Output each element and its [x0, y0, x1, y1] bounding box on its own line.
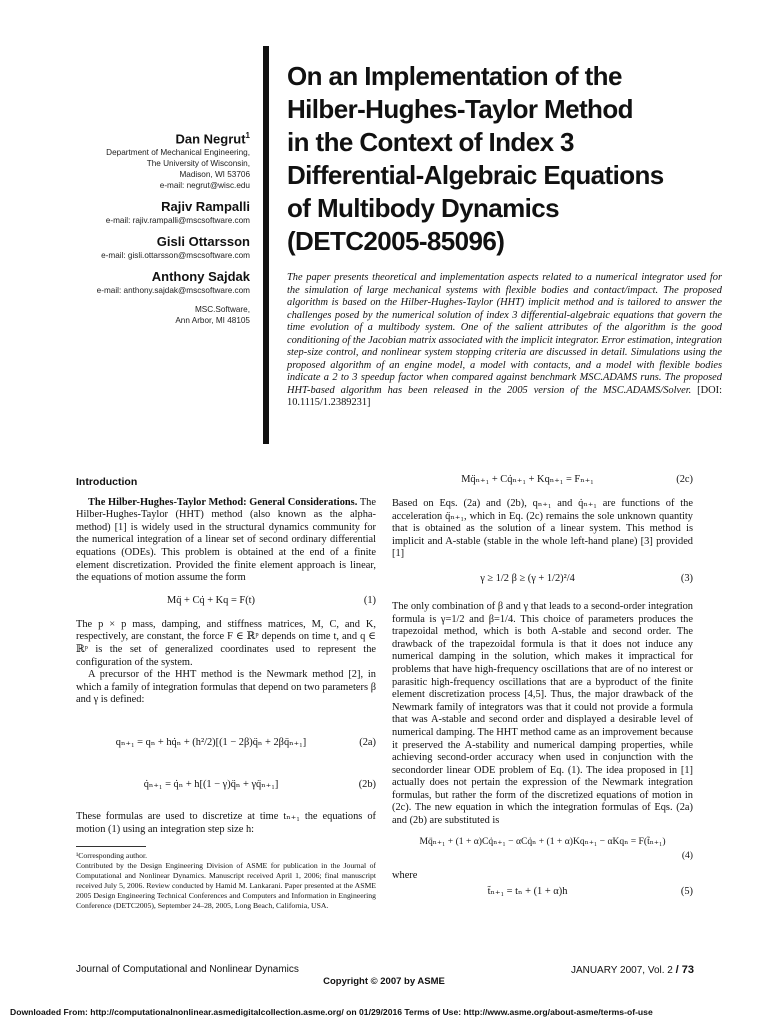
author-block: [60, 128, 250, 326]
equation-2a: qₙ₊₁ = qₙ + hq̇ₙ + (h²/2)[(1 − 2β)q̈ₙ + 2βq̈ₙ₊₁] (2a): [115, 736, 376, 748]
author-affiliation: Department of Mechanical Engineering,: [106, 148, 250, 158]
page-number: / 73: [675, 964, 694, 976]
author-email: e-mail: anthony.sajdak@mscsoftware.com: [96, 286, 250, 296]
copyright: Copyright © 2007 by ASME: [323, 976, 445, 987]
author-2: [60, 199, 250, 226]
issue-info: JANUARY 2007, Vol. 2 / 73: [570, 964, 694, 976]
column-left: [76, 476, 376, 911]
abstract: [287, 272, 722, 410]
paragraph: The only combination of β and γ that leads to a second-order integration formula is γ=1/2 and β=1/4. This choice of parameters produces the trapezoidal method, which is both A-stable and second order. The drawback of the trapezoidal formula is that it does not induce any numerical damping in the solution, which makes it impractical for problems that have high-frequency oscillations that are of no interest or parasitic high-frequency oscillations that are a byproduct of the finite element discretization process [4,5]. Thus, the major drawback of the Newmark family of integrators was that it could not provide a formula that was A-stable and second order and displayed a desirable level of numerical damping. The HHT method came as an improvement because it preserved the A-stability and numerical damping properties, while achieving second-order accuracy when used in conjunction with the secondorder linear ODE problem of Eq. (1). The idea proposed in [1] actually does not pertain the expression of the Newmark integration formulas, but rather the form of the discretized equations of motion in (2c). The new equation in which the integration formulas of Eqs. (2a) and (2b) are substituted is: [392, 600, 693, 827]
paragraph: These formulas are used to discretize at time tₙ₊₁ the equations of motion (1) using an integration step size h:: [76, 810, 376, 835]
footnote: ¹Corresponding author.: [76, 851, 148, 861]
subsection-heading: The Hilber-Hughes-Taylor Method: General Considerations.: [88, 496, 358, 508]
equation-1: Mq̈ + Cq̇ + Kq = F(t) (1): [166, 594, 376, 606]
title-vertical-rule: [263, 46, 269, 444]
section-heading: Introduction: [76, 476, 138, 488]
author-email: e-mail: negrut@wisc.edu: [159, 181, 250, 191]
author-footnote-mark: 1: [245, 131, 250, 140]
column-right: [392, 474, 693, 904]
abstract-text: The paper presents theoretical and implementation aspects related to a numerical integrator used for the simulation of large mechanical systems with flexible bodies and contact/impact. The proposed algorithm is based on the Hilber-Hughes-Taylor (HHT) implicit method and is tailored to answer the challenges posed by the numerical solution of index 3 differential-algebraic equations that govern the time evolution of a multibody system. One of the salient attributes of the algorithm is the good conditioning of the Jacobian matrix associated with the implicit integrator. Error estimation, integration step-size control, and nonlinear system stopping criteria are discussed in detail. Simulations using the proposed algorithm of an engine model, a model with contacts, and a model with flexible bodies indicate a 2 to 3 speedup factor when compared against benchmark MSC.ADAMS runs. The proposed HHT-based algorithm has been released in the 2005 version of the MSC.ADAMS/Solver.: [287, 272, 722, 396]
equation-3: γ ≥ 1/2 β ≥ (γ + 1/2)²/4 (3): [480, 572, 693, 584]
paper-title: On an Implementation of the Hilber-Hughes-Taylor Method in the Context of Index 3 Differential-Algebraic Equations of Multibody Dynamics (DETC2005-85096): [287, 61, 664, 256]
equation-2b: q̇ₙ₊₁ = q̇ₙ + h[(1 − γ)q̈ₙ + γq̈ₙ₊₁] (2b): [143, 778, 376, 790]
paragraph: The Hilber-Hughes-Taylor Method: General Considerations. The Hilber-Hughes-Taylor (HHT) method (also known as the alpha-method) [1] is widely used in the structural dynamics community for the numerical integration of a linear set of second ordinary differential equations (ODEs). This problem is obtained at the end of a finite element discretization. Provided the finite element approach is linear, the equations of motion assume the form: [76, 496, 376, 584]
author-3: [60, 234, 250, 261]
download-notice[interactable]: Downloaded From: http://computationalnonlinear.asmedigitalcollection.asme.org/ on 01/29/2016 Terms of Use: http://www.asme.org/about-asme/terms-of-use: [10, 1007, 653, 1017]
author-email: e-mail: gisli.ottarsson@mscsoftware.com: [101, 251, 250, 261]
doi-link[interactable]: [DOI: 10.1115/1.2389231]: [287, 384, 722, 408]
organization: MSC.Software, Ann Arbor, MI 48105: [175, 305, 250, 326]
footnote: Contributed by the Design Engineering Division of ASME for publication in the Journal of Computational and Nonlinear Dynamics. Manuscript received April 1, 2006; final manuscript received July 5, 2006. Review conducted by Hamid M. Lankarani. Paper presented at the ASME 2005 Design Engineering Technical Conferences and Computers and Information in Engineering Conference (DETC2005), September 24–28, 2005, Long Beach, California, USA.: [76, 861, 376, 911]
equation-2c: Mq̈ₙ₊₁ + Cq̇ₙ₊₁ + Kqₙ₊₁ = Fₙ₊₁ (2c): [461, 474, 693, 485]
paragraph: where: [392, 869, 418, 881]
journal-name: Journal of Computational and Nonlinear Dynamics: [76, 964, 299, 975]
author-name: Anthony Sajdak: [151, 269, 250, 285]
footnote-rule: [76, 846, 146, 847]
author-name: Dan Negrut: [175, 131, 246, 147]
paragraph: Based on Eqs. (2a) and (2b), qₙ₊₁ and q̇ₙ₊₁ are functions of the acceleration q̈ₙ₊₁, which in Eq. (2c) remains the sole unknown quantity that is obtained as the solution of a linear system. This method is implicit and A-stable (stable in the whole left-hand plane) [3] provided [1]: [392, 498, 693, 560]
author-email: e-mail: rajiv.rampalli@mscsoftware.com: [105, 216, 250, 226]
author-name: Rajiv Rampalli: [161, 199, 250, 215]
author-1: [60, 128, 250, 191]
author-4: [60, 269, 250, 296]
paragraph: The p × p mass, damping, and stiffness matrices, M, C, and K, respectively, are constant, the force F ∈ ℝᵖ depends on time t, and q ∈ ℝᵖ is the set of generalized coordinates used to represent the configuration of the system.: [76, 618, 376, 668]
author-affiliation: The University of Wisconsin,: [146, 159, 250, 169]
equation-4: Mq̈ₙ₊₁ + (1 + α)Cq̇ₙ₊₁ − αCq̇ₙ + (1 + α)Kqₙ₊₁ − αKqₙ = F(t̃ₙ₊₁) (4): [419, 835, 693, 861]
author-affiliation: Madison, WI 53706: [179, 170, 250, 180]
paragraph: A precursor of the HHT method is the Newmark method [2], in which a family of integration formulas that depend on two parameters β and γ is defined:: [76, 669, 376, 706]
equation-5: t̃ₙ₊₁ = tₙ + (1 + α)h (5): [487, 886, 693, 898]
author-name: Gisli Ottarsson: [156, 234, 250, 250]
